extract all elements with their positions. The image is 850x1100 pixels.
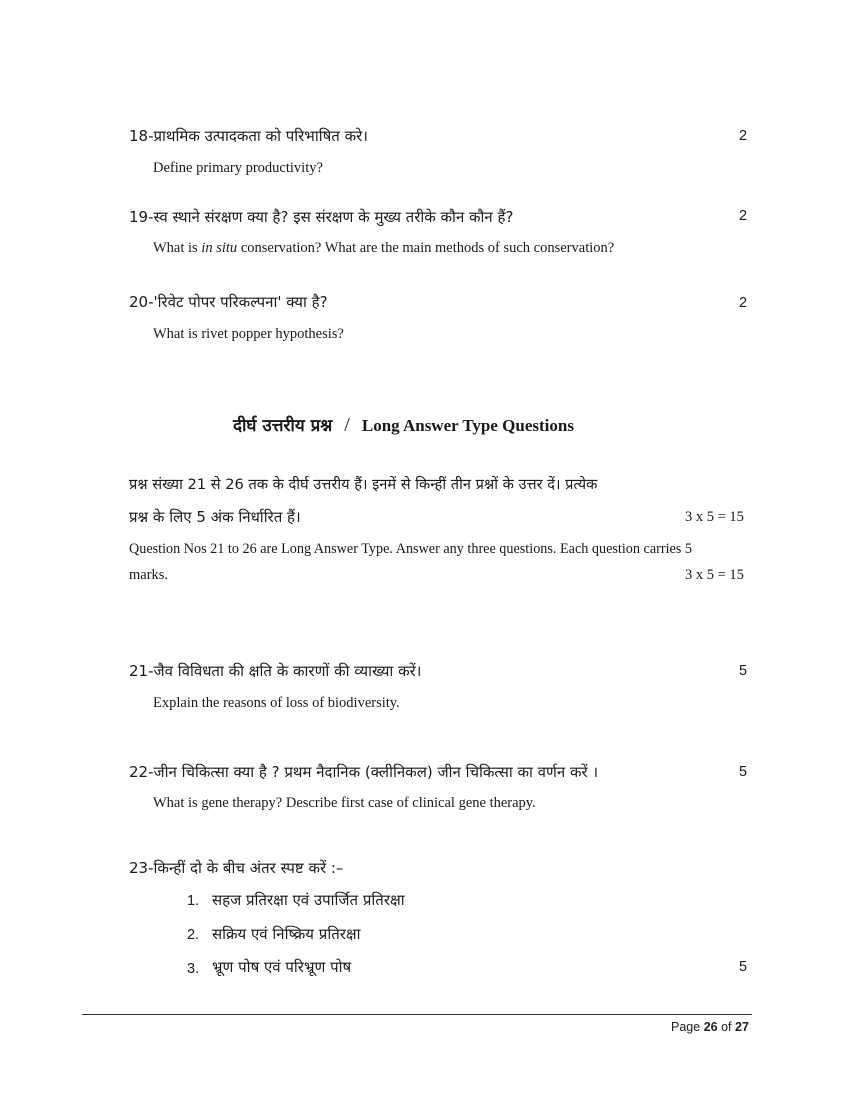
q19-marks: 2	[739, 208, 748, 224]
q21-english: Explain the reasons of loss of biodiversity.	[153, 695, 400, 711]
q19-english-post: conservation? What are the main methods of such conservation?	[237, 240, 615, 256]
q22-hindi: 22-जीन चिकित्सा क्या है ? प्रथम नैदानिक (क्लीनिकल) जीन चिकित्सा का वर्णन करें ।	[129, 763, 599, 781]
page-label: Page	[671, 1020, 701, 1034]
q23-item-number: 3.	[187, 961, 200, 977]
q23-item-number: 2.	[187, 927, 200, 943]
instructions-english-line1: Question Nos 21 to 26 are Long Answer Type. Answer any three questions. Each question carries 5	[129, 541, 692, 557]
q20-hindi: 20-'रिवेट पोपर परिकल्पना' क्या है?	[129, 293, 328, 311]
section-heading-hindi: दीर्घ उत्तरीय प्रश्न	[233, 416, 333, 436]
section-heading-separator: /	[344, 414, 350, 436]
footer-divider	[82, 1014, 752, 1015]
page-of-label: of	[721, 1020, 732, 1034]
q20-english: What is rivet popper hypothesis?	[153, 326, 344, 342]
q23-item-number: 1.	[187, 893, 200, 909]
q19-english	[153, 240, 614, 257]
page-current: 26	[703, 1020, 718, 1034]
q23-marks: 5	[739, 959, 748, 975]
q19-hindi: 19-स्व स्थाने संरक्षण क्या है? इस संरक्षण के मुख्य तरीके कौन कौन हैं?	[129, 208, 514, 226]
section-heading	[233, 413, 574, 437]
q18-marks: 2	[739, 128, 748, 144]
instructions-hindi-marks: 3 x 5 = 15	[685, 509, 744, 525]
instructions-english-marks: 3 x 5 = 15	[685, 567, 744, 583]
q23-hindi: 23-किन्हीं दो के बीच अंतर स्पष्ट करें :–	[129, 859, 344, 877]
q18-hindi: 18-प्राथमिक उत्पादकता को परिभाषित करे।	[129, 127, 368, 145]
q19-english-pre: What is	[153, 240, 202, 256]
q18-english: Define primary productivity?	[153, 160, 323, 176]
q22-marks: 5	[739, 764, 748, 780]
page-total: 27	[735, 1020, 749, 1034]
section-heading-english: Long Answer Type Questions	[361, 416, 574, 435]
q20-marks: 2	[739, 295, 748, 311]
q21-marks: 5	[739, 663, 748, 679]
q19-english-italic: in situ	[201, 240, 238, 256]
instructions-english-line2: marks.	[129, 567, 169, 583]
page-number	[671, 1020, 749, 1034]
q23-item-text: सक्रिय एवं निष्क्रिय प्रतिरक्षा	[212, 925, 361, 943]
q23-item-text: भ्रूण पोष एवं परिभ्रूण पोष	[212, 958, 352, 976]
q21-hindi: 21-जैव विविधता की क्षति के कारणों की व्याख्या करें।	[129, 662, 422, 680]
q23-item-text: सहज प्रतिरक्षा एवं उपार्जित प्रतिरक्षा	[212, 891, 405, 909]
instructions-hindi-line1: प्रश्न संख्या 21 से 26 तक के दीर्घ उत्तरीय हैं। इनमें से किन्हीं तीन प्रश्नों के उत्तर दें। प्रत्येक	[129, 476, 598, 493]
q22-english: What is gene therapy? Describe first case of clinical gene therapy.	[153, 795, 536, 811]
instructions-hindi-line2: प्रश्न के लिए 5 अंक निर्धारित हैं।	[129, 508, 301, 526]
